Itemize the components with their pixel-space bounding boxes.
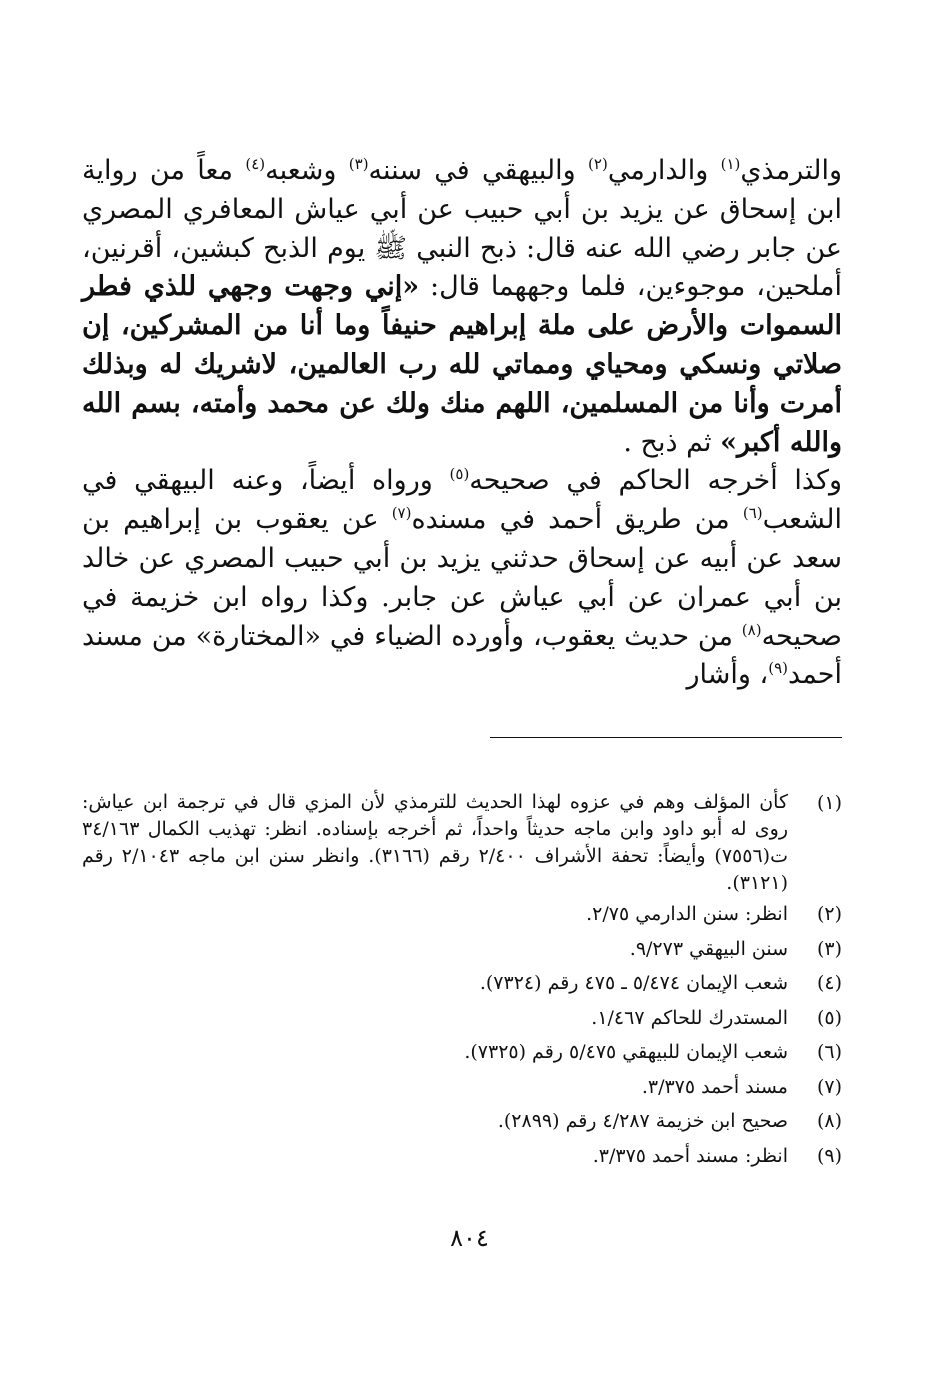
footnote-text: انظر: مسند أحمد ٣/٣٧٥. <box>592 1144 788 1167</box>
text-run: من حديث يعقوب، وأورده الضياء في «المختارة» من مسند أحمد <box>82 620 842 691</box>
footnote-item <box>82 786 842 897</box>
footnote-text: شعب الإيمان للبيهقي ٥/٤٧٥ رقم (٧٣٢٥). <box>464 1041 788 1063</box>
text-run: من طريق أحمد في مسنده <box>411 504 743 536</box>
footnote-number: (٥) <box>816 1006 842 1029</box>
hadith-quote: «إني وجهت وجهي للذي فطر السموات والأرض على ملة إبراهيم حنيفاً وما أنا من المشركين، إن صلاتي ونسكي ومحياي ومماتي لله رب العالمين، لاشريك له وبذلك أمرت وأنا من المسلمين، اللهم منك ولك عن محمد وأمته، بسم الله والله أكبر» <box>82 271 842 458</box>
footnote-item <box>82 1139 842 1174</box>
text-run: معاً من رواية ابن إسحاق عن يزيد بن أبي حبيب عن أبي عياش المعافري المصري عن جابر رضي الله عنه قال: ذبح النبي ﷺ يوم الذبح كبشين، أقرنين، أملحين، موجوءين، فلما وجههما قال: <box>82 155 842 303</box>
text-run: ثم ذبح . <box>623 426 721 458</box>
footnote-ref-6[interactable]: (٦) <box>742 504 763 523</box>
footnote-item <box>82 1001 842 1036</box>
footnote-text: كأن المؤلف وهم في عزوه لهذا الحديث للترمذي لأن المزي قال في ترجمة ابن عياش: روى له أبو داود وابن ماجه حديثاً واحداً، ثم أخرجه بإسناده. انظر: تهذيب الكمال ٣٤/١٦٣ ت(٧٥٥٦) وأيضاً: تحفة الأشراف ٢/٤٠٠ رقم (٣١٦٦). وانظر سنن ابن ماجه ٢/١٠٤٣ رقم (٣١٢١). <box>82 791 788 894</box>
footnote-number: (٣) <box>816 937 842 960</box>
footnote-number: (٨) <box>816 1110 842 1132</box>
footnote-number: (٩) <box>816 1144 842 1167</box>
footnote-item <box>82 897 842 932</box>
footnote-ref-3[interactable]: (٣) <box>348 155 369 173</box>
text-run: ، وأشار <box>686 659 769 691</box>
text-run: ورواه أيضاً، وعنه البيهقي في الشعب <box>82 465 842 536</box>
footnote-item <box>82 966 842 1001</box>
text-run: والبيهقي في سننه <box>368 155 589 186</box>
footnote-number: (٦) <box>816 1041 842 1063</box>
footnotes <box>82 786 842 1173</box>
text-run: وكذا أخرجه الحاكم في صحيحه <box>469 465 842 497</box>
footnote-ref-4[interactable]: (٤) <box>245 155 266 173</box>
footnote-ref-9[interactable]: (٩) <box>768 659 789 678</box>
text-run: والدارمي <box>607 155 721 186</box>
footnote-number: (٤) <box>816 972 842 994</box>
footnote-item <box>82 932 842 967</box>
page-number: ٨٠٤ <box>450 1224 489 1252</box>
footnote-ref-7[interactable]: (٧) <box>391 504 412 523</box>
footnote-ref-8[interactable]: (٨) <box>741 620 762 639</box>
footnote-text: مسند أحمد ٣/٣٧٥. <box>641 1075 788 1098</box>
footnote-text: المستدرك للحاكم ١/٤٦٧. <box>591 1006 788 1029</box>
paragraph-2 <box>82 462 842 695</box>
footnote-item <box>82 1104 842 1139</box>
footnote-text: انظر: سنن الدارمي ٢/٧٥. <box>586 903 788 925</box>
footnote-number: (٢) <box>816 903 842 925</box>
main-text <box>82 152 842 695</box>
footnote-ref-5[interactable]: (٥) <box>449 465 470 484</box>
footnote-ref-1[interactable]: (١) <box>720 155 741 173</box>
footnote-divider <box>490 737 842 738</box>
text-run: والترمذي <box>740 155 842 186</box>
paragraph-1 <box>82 152 842 462</box>
footnote-item <box>82 1035 842 1070</box>
footnote-number: (٧) <box>816 1075 842 1098</box>
footnote-text: صحيح ابن خزيمة ٤/٢٨٧ رقم (٢٨٩٩). <box>497 1110 788 1132</box>
footnote-text: سنن البيهقي ٩/٢٧٣. <box>629 937 788 960</box>
footnote-item <box>82 1070 842 1105</box>
footnote-ref-2[interactable]: (٢) <box>588 155 608 173</box>
footnote-number: (١) <box>816 792 842 814</box>
text-run: وشعبه <box>265 155 349 186</box>
footnote-text: شعب الإيمان ٥/٤٧٤ ـ ٤٧٥ رقم (٧٣٢٤). <box>479 972 788 994</box>
text-run: عن يعقوب بن إبراهيم بن سعد عن أبيه عن إسحاق حدثني يزيد بن أبي حبيب المصري عن خالد بن أبي عمران عن أبي عياش عن جابر. وكذا رواه ابن خزيمة في صحيحه <box>82 504 842 652</box>
